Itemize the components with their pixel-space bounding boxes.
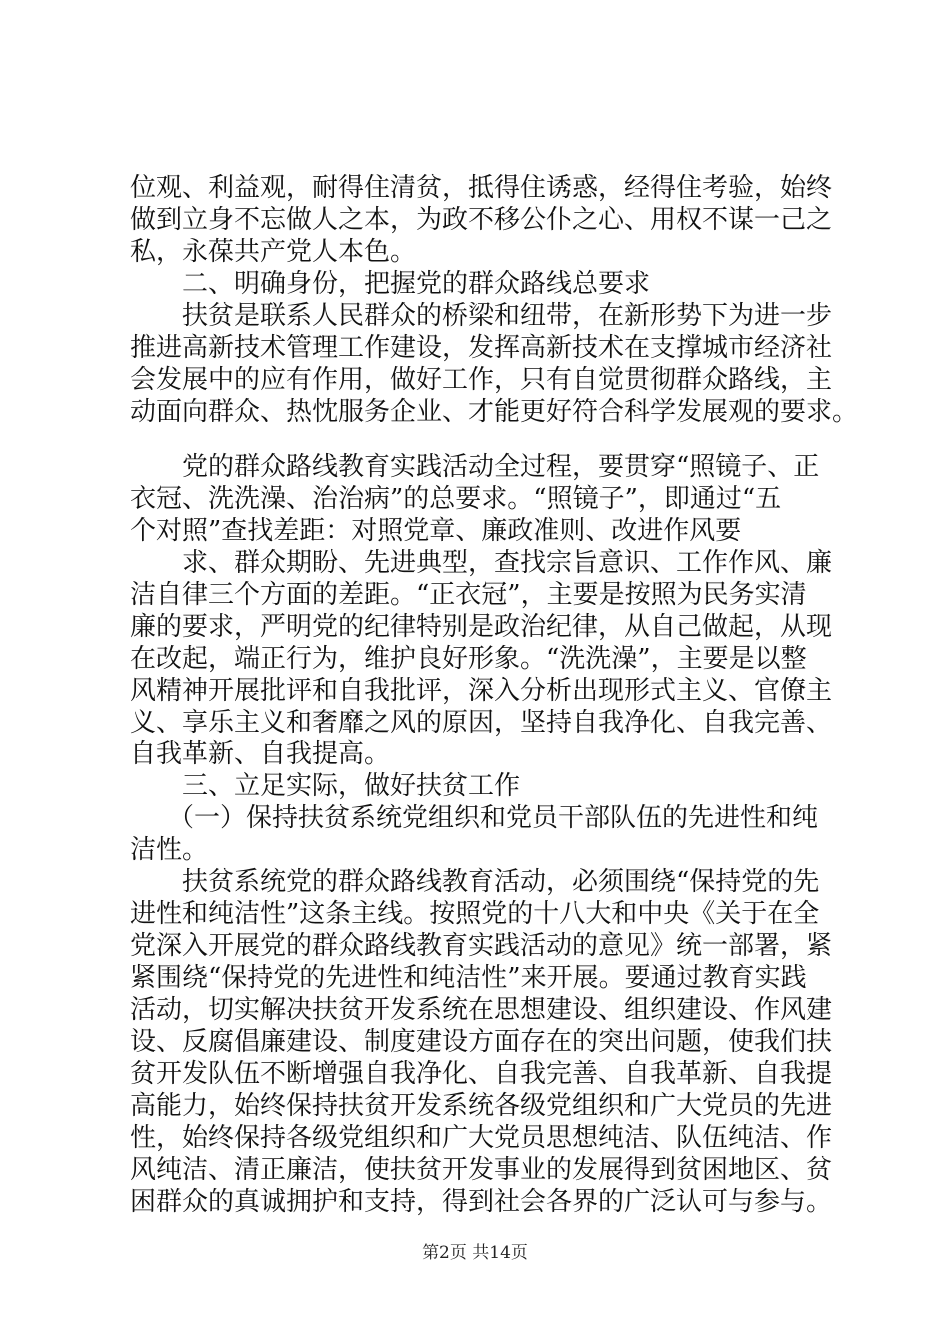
text-line: 紧围绕“保持党的先进性和纯洁性”来开展。要通过教育实践: [130, 963, 807, 993]
text-line: 个对照”查找差距：对照党章、廉政准则、改进作风要: [130, 516, 742, 546]
text-line: 推进高新技术管理工作建设，发挥高新技术在支撑城市经济社: [130, 333, 833, 363]
text-line: 活动，切实解决扶贫开发系统在思想建设、组织建设、作风建: [130, 995, 833, 1025]
text-line: 求、群众期盼、先进典型，查找宗旨意识、工作作风、廉: [182, 548, 833, 578]
text-line: 私，永葆共产党人本色。: [130, 237, 417, 267]
text-line: 洁性。: [130, 835, 209, 865]
text-line: 做到立身不忘做人之本，为政不移公仆之心、用权不谋一己之: [130, 205, 833, 235]
text-line: 义、享乐主义和奢靡之风的原因，坚持自我净化、自我完善、: [130, 708, 833, 738]
text-line: 动面向群众、热忱服务企业、才能更好符合科学发展观的要求。: [130, 397, 859, 427]
text-line: 会发展中的应有作用，做好工作，只有自觉贯彻群众路线，主: [130, 365, 833, 395]
subsection-heading: （一）保持扶贫系统党组织和党员干部队伍的先进性和纯: [168, 803, 819, 833]
text-line: 廉的要求，严明党的纪律特别是政治纪律，从自己做起，从现: [130, 612, 833, 642]
text-line: 风精神开展批评和自我批评，深入分析出现形式主义、官僚主: [130, 676, 833, 706]
text-line: 贫开发队伍不断增强自我净化、自我完善、自我革新、自我提: [130, 1059, 833, 1089]
text-line: 风纯洁、清正廉洁，使扶贫开发事业的发展得到贫困地区、贫: [130, 1155, 833, 1185]
text-line: 洁自律三个方面的差距。“正衣冠”，主要是按照为民务实清: [130, 580, 807, 610]
text-line: 在改起，端正行为，维护良好形象。“洗洗澡”，主要是以整: [130, 644, 807, 674]
text-line: 党的群众路线教育实践活动全过程，要贯穿“照镜子、正: [182, 452, 820, 482]
page-footer: 第2页 共14页: [422, 1243, 528, 1263]
text-line: 设、反腐倡廉建设、制度建设方面存在的突出问题，使我们扶: [130, 1027, 833, 1057]
text-line: 进性和纯洁性”这条主线。按照党的十八大和中央《关于在全: [130, 899, 820, 929]
text-line: 衣冠、洗洗澡、治治病”的总要求。“照镜子”，即通过“五: [130, 484, 782, 514]
text-line: 扶贫是联系人民群众的桥梁和纽带，在新形势下为进一步: [182, 301, 833, 331]
text-line: 位观、利益观，耐得住清贫，抵得住诱惑，经得住考验，始终: [130, 173, 833, 203]
text-line: 自我革新、自我提高。: [130, 739, 391, 769]
text-line: 党深入开展党的群众路线教育实践活动的意见》统一部署，紧: [130, 931, 833, 961]
text-line: 扶贫系统党的群众路线教育活动，必须围绕“保持党的先: [182, 867, 820, 897]
text-line: 困群众的真诚拥护和支持，得到社会各界的广泛认可与参与。: [130, 1187, 833, 1217]
text-line: 高能力，始终保持扶贫开发系统各级党组织和广大党员的先进: [130, 1091, 833, 1121]
text-line: 性，始终保持各级党组织和广大党员思想纯洁、队伍纯洁、作: [130, 1123, 833, 1153]
section-heading: 二、明确身份，把握党的群众路线总要求: [182, 269, 651, 299]
section-heading: 三、立足实际，做好扶贫工作: [182, 771, 521, 801]
